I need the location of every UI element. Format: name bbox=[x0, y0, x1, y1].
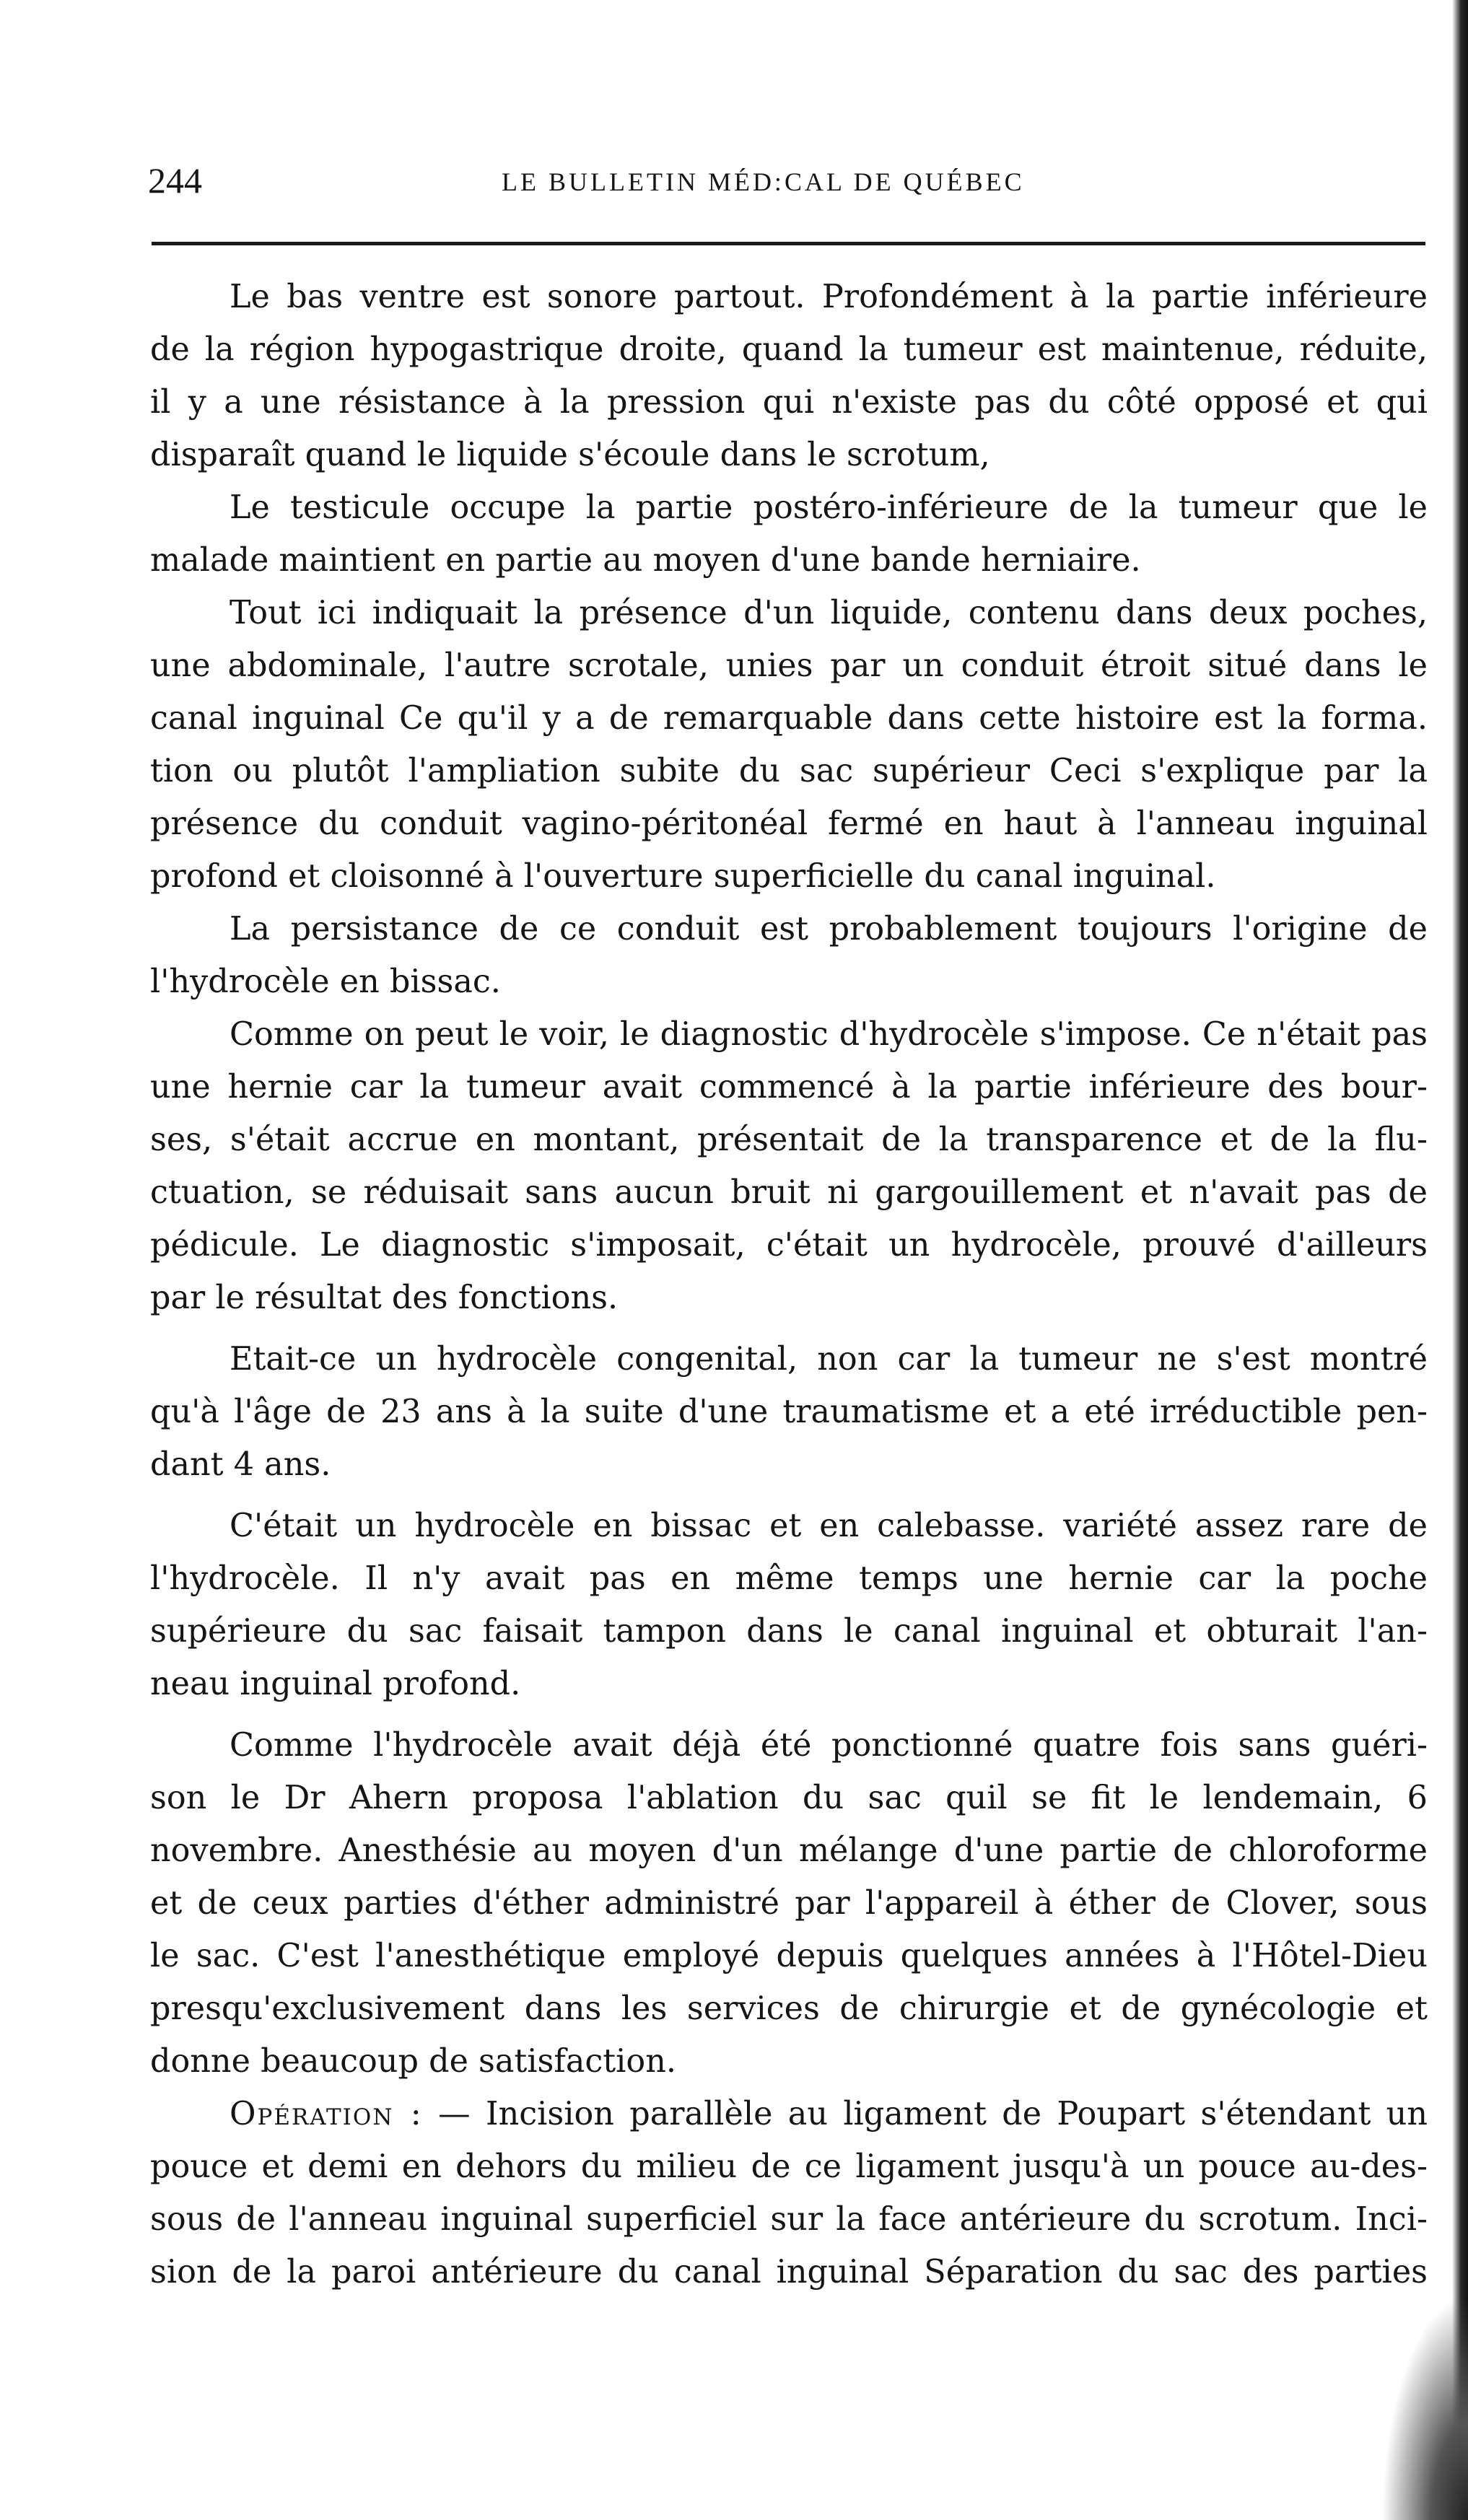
header-rule bbox=[152, 242, 1425, 245]
text-line: neau inguinal profond. bbox=[150, 1666, 521, 1702]
body-text bbox=[150, 271, 1428, 2298]
text-line: son le Dr Ahern proposa l'ablation du sac quil se fit le lendemain, 6 bbox=[150, 1780, 1428, 1816]
text-line: donne beaucoup de satisfaction. bbox=[150, 2043, 677, 2080]
running-head: LE BULLETIN MÉD:CAL DE QUÉBEC bbox=[502, 167, 1025, 196]
text-line: Comme on peut le voir, le diagnostic d'hydrocèle s'impose. Ce n'était pas bbox=[230, 1016, 1428, 1053]
text-line: Le testicule occupe la partie postéro-inférieure de la tumeur que le bbox=[230, 489, 1428, 526]
paragraph-gap bbox=[150, 1710, 1428, 1719]
operation-line bbox=[150, 2088, 1428, 2140]
text-line: — Incision parallèle au ligament de Poupart s'étendant un bbox=[438, 2096, 1428, 2132]
text-line: l'hydrocèle en bissac. bbox=[150, 963, 501, 1000]
text-line: une abdominale, l'autre scrotale, unies par un conduit étroit situé dans le bbox=[150, 647, 1428, 684]
text-line: ses, s'était accrue en montant, présentait de la transparence et de la flu- bbox=[150, 1121, 1428, 1158]
text-line: canal inguinal Ce qu'il y a de remarquable dans cette histoire est la forma. bbox=[150, 700, 1428, 737]
text-line: Tout ici indiquait la présence d'un liquide, contenu dans deux poches, bbox=[230, 595, 1428, 631]
text-line: le sac. C'est l'anesthétique employé depuis quelques années à l'Hôtel-Dieu bbox=[150, 1938, 1428, 1974]
text-line: malade maintient en partie au moyen d'une bande herniaire. bbox=[150, 542, 1141, 579]
text-line: ctuation, se réduisait sans aucun bruit ni gargouillement et n'avait pas de bbox=[150, 1174, 1428, 1211]
scan-edge-shadow bbox=[1452, 0, 1468, 2520]
text-line: l'hydrocèle. Il n'y avait pas en même temps une hernie car la poche bbox=[150, 1560, 1428, 1597]
text-line: sion de la paroi antérieure du canal inguinal Séparation du sac des parties bbox=[150, 2254, 1428, 2291]
text-line: supérieure du sac faisait tampon dans le canal inguinal et obturait l'an- bbox=[150, 1613, 1428, 1650]
text-line: Comme l'hydrocèle avait déjà été ponctionné quatre fois sans guéri- bbox=[230, 1727, 1428, 1764]
text-line: sous de l'anneau inguinal superficiel sur la face antérieure du scrotum. Inci- bbox=[150, 2201, 1428, 2238]
text-line: disparaît quand le liquide s'écoule dans le scrotum, bbox=[150, 437, 990, 473]
paragraph-gap bbox=[150, 1491, 1428, 1500]
text-line: présence du conduit vagino-péritonéal fermé en haut à l'anneau inguinal bbox=[150, 805, 1428, 842]
operation-heading: Opération : bbox=[230, 2096, 423, 2132]
text-line: qu'à l'âge de 23 ans à la suite d'une traumatisme et a eté irréductible pen- bbox=[150, 1394, 1428, 1430]
text-line: et de ceux parties d'éther administré par l'appareil à éther de Clover, sous bbox=[150, 1885, 1428, 1922]
text-line: C'était un hydrocèle en bissac et en calebasse. variété assez rare de bbox=[230, 1508, 1428, 1544]
text-line: il y a une résistance à la pression qui n'existe pas du côté opposé et qui bbox=[150, 384, 1428, 421]
text-line: de la région hypogastrique droite, quand la tumeur est maintenue, réduite, bbox=[150, 331, 1428, 368]
text-line: dant 4 ans. bbox=[150, 1446, 331, 1483]
text-line: tion ou plutôt l'ampliation subite du sac supérieur Ceci s'explique par la bbox=[150, 753, 1428, 789]
text-line: une hernie car la tumeur avait commencé à la partie inférieure des bour- bbox=[150, 1069, 1428, 1106]
text-line: profond et cloisonné à l'ouverture superficielle du canal inguinal. bbox=[150, 858, 1216, 895]
text-line: presqu'exclusivement dans les services de chirurgie et de gynécologie et bbox=[150, 1990, 1428, 2027]
text-line: pédicule. Le diagnostic s'imposait, c'était un hydrocèle, prouvé d'ailleurs bbox=[150, 1227, 1428, 1264]
paragraph-gap bbox=[150, 1324, 1428, 1333]
text-line: Etait-ce un hydrocèle congenital, non car la tumeur ne s'est montré bbox=[230, 1341, 1428, 1378]
text-line: novembre. Anesthésie au moyen d'un mélange d'une partie de chloroforme bbox=[150, 1832, 1428, 1869]
text-line: par le résultat des fonctions. bbox=[150, 1279, 619, 1316]
text-line: pouce et demi en dehors du milieu de ce ligament jusqu'à un pouce au-des- bbox=[150, 2148, 1428, 2185]
page-header bbox=[148, 159, 1404, 202]
text-line: Le bas ventre est sonore partout. Profondément à la partie inférieure bbox=[230, 279, 1428, 315]
page-number: 244 bbox=[148, 160, 202, 201]
scan-corner-shadow bbox=[1381, 2295, 1468, 2520]
text-line: La persistance de ce conduit est probablement toujours l'origine de bbox=[230, 911, 1428, 948]
